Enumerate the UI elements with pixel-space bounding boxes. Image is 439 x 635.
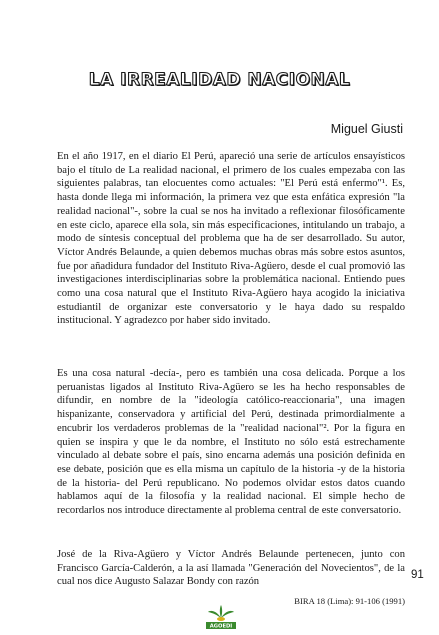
logo-sprout-icon [208, 605, 234, 618]
paragraph-2 [57, 367, 405, 518]
page-number: 91 [411, 569, 424, 581]
document-title: LA IRREALIDAD NACIONAL [88, 70, 351, 90]
paragraph-3 [57, 548, 405, 589]
paragraph-text: Es una cosa natural -decía-, pero es también una cosa delicada. Porque a los peruanistas ligados al Instituto Riva-Agüero se les ha hecho responsables de difundir, en nombre de la "ideología católico-reaccionaria", una imagen hispanizante, conservadora y artificial del Perú, destinada primordialmente a encubrir los verdaderos problemas de la "realidad nacional"². Por la figura en quien se inspira y que le da nombre, el Instituto no sólo está estrechamente vinculado al debate sobre el país, sino encarna además una posición definida en ese debate, posición que es ella misma un capítulo de la historia -y de la historia de la historia- del Perú republicano. No podemos olvidar estos datos cuando hablamos aquí de la filosofía y la realidad nacional. El simple hecho de recordarlos nos introduce directamente al problema central de este conversatorio. [57, 368, 405, 517]
paragraph-1 [57, 150, 405, 328]
paragraph-text: José de la Riva-Agüero y Víctor Andrés Belaunde pertenecen, junto con Francisco García-Calderón, a la así llamada "Generación del Novecientos", de la cual nos dice Augusto Salazar Bondy con razón [57, 549, 405, 588]
publisher-logo [204, 604, 238, 630]
journal-citation: BIRA 18 (Lima): 91-106 (1991) [294, 596, 405, 606]
logo-seed-icon [217, 617, 225, 621]
logo-text: AGOEDI [209, 623, 233, 630]
paragraph-text: En el año 1917, en el diario El Perú, apareció una serie de artículos ensayísticos bajo el título de La realidad nacional, el primero de los cuales empezaba con las siguientes palabras, tan elocuentes como actuales: "El Perú está enfermo"¹. Es, hasta donde llega mi información, la primera vez que esta enfática expresión "la realidad nacional"-, sobre la cual se nos ha invitado a reflexionar filosóficamente en este ciclo, aparece ella sola, sin más especificaciones, intitulando un trabajo, a modo de síntesis conceptual del problema que ha de ser desarrollado. Su autor, Víctor Andrés Belaunde, a quien debemos muchas obras más sobre estos asuntos, fue por añadidura fundador del Instituto Riva-Agüero, desde el cual promovió las investigaciones interdisciplinarias sobre la problemática nacional. Entiendo pues como una cosa natural que el Instituto Riva-Agüero haya acogido la iniciativa estudiantil de organizar este conversatorio y le haya dado su respaldo institucional. Y agradezco por haber sido invitado. [57, 151, 405, 327]
author-name: Miguel Giusti [330, 122, 403, 136]
